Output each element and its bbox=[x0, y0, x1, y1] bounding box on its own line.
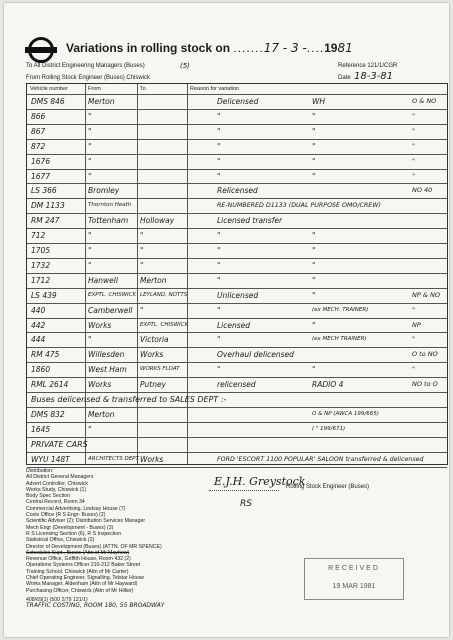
to-cell: " bbox=[140, 305, 144, 315]
reason-extra-cell: " bbox=[312, 171, 316, 181]
vehicle-number-cell: 712 bbox=[31, 231, 46, 241]
reason-extra-cell: " bbox=[312, 290, 316, 300]
distribution-line: Commercial Advertising, Lindsay House (7) bbox=[26, 505, 126, 512]
document-page bbox=[4, 3, 449, 637]
vehicle-number-cell: WYU 148T bbox=[31, 454, 70, 464]
signature-line bbox=[209, 490, 279, 491]
reason-cell: Unlicensed bbox=[217, 290, 259, 300]
from-cell: Willesden bbox=[88, 350, 125, 360]
reason-cell: " bbox=[217, 260, 221, 270]
reason-cell: " bbox=[217, 335, 221, 345]
status-code-cell: " bbox=[412, 365, 415, 374]
to-cell: EXPTL. CHISWICK bbox=[140, 321, 189, 328]
to-cell: " bbox=[140, 231, 144, 241]
status-code-cell: " bbox=[412, 111, 415, 120]
from-cell: Camberwell bbox=[88, 305, 133, 315]
distribution-line: Revenue Office, Griffith House, Room 432 (2) bbox=[26, 556, 131, 563]
signature-initials: RS bbox=[240, 499, 252, 509]
status-code-cell: " bbox=[412, 126, 415, 135]
reason-cell: " bbox=[217, 275, 221, 285]
received-stamp bbox=[304, 558, 404, 600]
table-row-divider bbox=[27, 183, 447, 184]
reason-extra-cell: " bbox=[312, 141, 316, 151]
date-value: 18-3-81 bbox=[354, 71, 394, 82]
vehicle-number-cell: DMS 846 bbox=[31, 97, 65, 106]
distribution-line: Central Record, Room 34 bbox=[26, 499, 85, 506]
reason-extra-cell: " bbox=[312, 275, 316, 285]
table-row-divider bbox=[27, 288, 447, 289]
to-cell: Works bbox=[140, 454, 164, 464]
vehicle-number-cell: 1712 bbox=[31, 275, 51, 285]
reason-cell: Overhaul delicensed bbox=[217, 350, 294, 360]
table-row-divider bbox=[27, 273, 447, 274]
reason-cell: Licensed bbox=[217, 320, 251, 330]
vehicle-number-cell: 440 bbox=[31, 305, 46, 315]
distribution-line: Chief Operating Engineer, Signalling, Telstar House bbox=[26, 575, 145, 582]
vehicle-number-cell: 1677 bbox=[31, 171, 51, 181]
table-row-divider bbox=[27, 452, 447, 453]
reason-cell: RE-NUMBERED D1133 (DUAL PURPOSE OMO/CREW) bbox=[217, 202, 381, 210]
status-code-cell: O & NO bbox=[412, 97, 437, 105]
vehicle-number-cell: 442 bbox=[31, 320, 46, 330]
vehicle-number-cell: 1732 bbox=[31, 260, 51, 270]
vehicle-number-cell: 444 bbox=[31, 335, 46, 345]
status-code-cell: " bbox=[412, 171, 415, 180]
stamp-label: RECEIVED bbox=[328, 565, 380, 572]
reason-extra-cell: " bbox=[312, 365, 316, 375]
from-cell: " bbox=[88, 246, 92, 255]
reason-cell: " bbox=[217, 126, 221, 136]
reason-extra-cell: (ex MECH. TRAINER) bbox=[312, 306, 369, 313]
vehicle-number-cell: 872 bbox=[31, 141, 46, 151]
reason-extra-cell: WH bbox=[312, 97, 326, 106]
reason-cell: FORD 'ESCORT 1100 POPULAR' SALOON transferred & delicensed bbox=[217, 455, 424, 463]
distribution-line: Works Study, Chiswick (1) bbox=[26, 486, 87, 493]
status-code-cell: " bbox=[412, 305, 415, 314]
reason-extra-cell: ( " 199/671) bbox=[312, 425, 346, 432]
from-cell: West Ham bbox=[88, 365, 127, 375]
signature-title: Rolling Stock Engineer (Buses) bbox=[286, 484, 370, 490]
table-row-divider bbox=[27, 437, 447, 438]
distribution-line: Mech Engr (Development - Buses) (3) bbox=[26, 524, 114, 531]
table-header-divider bbox=[27, 94, 447, 95]
table-row-divider bbox=[27, 198, 447, 199]
status-code-cell: O to NO bbox=[412, 350, 438, 359]
reason-cell: Licensed transfer bbox=[217, 216, 283, 226]
reason-cell: " bbox=[217, 111, 221, 121]
to-cell: WORKS FLOAT bbox=[140, 366, 180, 373]
distribution-list bbox=[26, 468, 164, 610]
table-row-divider bbox=[27, 213, 447, 214]
distribution-line: Purchasing Officer, Chiswick (Attn of Mr Hillier) bbox=[26, 587, 134, 594]
from-cell: " bbox=[88, 260, 92, 270]
from-cell: Merton bbox=[88, 97, 115, 106]
distribution-line: Body Spec Section bbox=[26, 493, 70, 500]
table-header-to: To bbox=[140, 86, 146, 92]
reason-extra-cell: " bbox=[312, 156, 316, 166]
reference-line: Reference 121/1/CGR bbox=[338, 63, 398, 69]
distribution-line: Advert Controller, Chiswick bbox=[26, 480, 88, 487]
london-transport-roundel-logo bbox=[28, 37, 54, 63]
from-cell: " bbox=[88, 111, 92, 121]
from-cell: EXPTL. CHISWICK bbox=[88, 291, 137, 298]
vehicle-number-cell: 866 bbox=[31, 111, 46, 121]
table-row-divider bbox=[27, 377, 447, 378]
stamp-date: 19 MAR 1981 bbox=[332, 583, 376, 590]
from-cell: " bbox=[88, 156, 92, 166]
status-code-cell: " bbox=[412, 141, 415, 150]
title-year-handwritten: 81 bbox=[337, 41, 353, 55]
from-cell: Works bbox=[88, 320, 112, 330]
table-row-divider bbox=[27, 422, 447, 423]
distribution-line: Director of Development (Buses) (ATTN. OF MR SPENCE) bbox=[26, 543, 162, 550]
distribution-line: Works Manager, Aldenham (Attn of Mr Hayward) bbox=[26, 581, 138, 588]
reason-cell: relicensed bbox=[217, 380, 256, 390]
reason-cell: Relicensed bbox=[217, 186, 258, 196]
to-cell: Holloway bbox=[140, 216, 175, 226]
to-line: To All District Engineering Managers (Buses) bbox=[26, 63, 145, 69]
distribution-line: All District General Managers bbox=[26, 474, 94, 481]
from-cell: " bbox=[88, 335, 92, 345]
from-cell: Bromley bbox=[88, 186, 120, 196]
document-title: Variations in rolling stock on .......17 - 3 -....1981 bbox=[66, 41, 353, 55]
handwritten-footer-note: TRAFFIC COSTING, ROOM 180, 55 BROADWAY bbox=[26, 602, 165, 610]
table-row-divider bbox=[27, 124, 447, 125]
table-row-divider bbox=[27, 258, 447, 259]
reason-extra-cell: O & NP (AWCA 199/665) bbox=[312, 410, 379, 417]
from-cell: " bbox=[88, 126, 92, 136]
from-cell: Tottenham bbox=[88, 216, 129, 226]
from-cell: Works bbox=[88, 380, 112, 390]
reason-extra-cell: " bbox=[312, 320, 316, 330]
vehicle-number-cell: 1705 bbox=[31, 246, 51, 255]
vehicle-number-cell: LS 366 bbox=[31, 186, 57, 196]
table-row-divider bbox=[27, 318, 447, 319]
from-cell: " bbox=[88, 424, 92, 434]
reason-cell: " bbox=[217, 141, 221, 151]
vehicle-number-cell: DM 1133 bbox=[31, 201, 65, 211]
vehicle-number-cell: RML 2614 bbox=[31, 380, 69, 390]
to-cell: Works bbox=[140, 350, 164, 360]
reason-cell: " bbox=[217, 365, 221, 375]
variations-table bbox=[26, 83, 448, 465]
table-row-divider bbox=[27, 303, 447, 304]
from-cell: Hanwell bbox=[88, 275, 118, 285]
status-code-cell: NO 40 bbox=[412, 186, 433, 195]
reason-cell: " bbox=[217, 156, 221, 166]
reason-cell: Delicensed bbox=[217, 97, 259, 106]
vehicle-number-cell: 1676 bbox=[31, 156, 51, 166]
to-number: (5) bbox=[180, 62, 190, 70]
table-row-divider bbox=[27, 392, 447, 393]
form-number: 408/69(1) (500 2/79 121/1) bbox=[26, 596, 88, 603]
reason-cell: " bbox=[217, 305, 221, 315]
vehicle-number-cell: 1860 bbox=[31, 365, 51, 375]
from-cell: Merton bbox=[88, 409, 115, 419]
table-row-divider bbox=[27, 109, 447, 110]
table-header-from: From bbox=[88, 86, 101, 92]
vehicle-number-cell: PRIVATE CARS bbox=[31, 439, 88, 449]
table-row-divider bbox=[27, 347, 447, 348]
table-row-divider bbox=[27, 169, 447, 170]
reason-extra-cell: " bbox=[312, 126, 316, 136]
table-row-divider bbox=[27, 407, 447, 408]
to-cell: Putney bbox=[140, 380, 167, 390]
vehicle-number-cell: DMS 832 bbox=[31, 409, 65, 419]
status-code-cell: NP bbox=[412, 320, 421, 329]
reason-extra-cell: RADIO 4 bbox=[312, 380, 344, 390]
distribution-line: Operations Systems Officer 210-212 Baker Street bbox=[26, 562, 141, 569]
from-cell: ARCHITECTS DEPT. bbox=[88, 455, 140, 462]
reason-cell: " bbox=[217, 231, 221, 241]
vehicle-number-cell: RM 247 bbox=[31, 216, 60, 226]
status-code-cell: NP & NO bbox=[412, 290, 440, 299]
from-cell: " bbox=[88, 141, 92, 151]
table-header-vehicle: Vehicle number bbox=[30, 86, 68, 92]
vehicle-number-cell: RM 475 bbox=[31, 350, 60, 360]
status-code-cell: NO to O bbox=[412, 380, 438, 389]
to-cell: Merton bbox=[140, 275, 167, 285]
reason-extra-cell: " bbox=[312, 111, 316, 121]
reason-extra-cell: " bbox=[312, 246, 316, 255]
vehicle-number-cell: 1645 bbox=[31, 424, 51, 434]
signature: E.J.H. Greystock bbox=[214, 475, 306, 488]
to-cell: " bbox=[140, 246, 144, 255]
distribution-line: Schedules Supt., Buses (Attn of Mr Mayhew) bbox=[26, 549, 130, 556]
table-row-divider bbox=[27, 332, 447, 333]
distribution-line: Scientific Adviser (2); Distribution Services Manager bbox=[26, 518, 146, 525]
from-cell: " bbox=[88, 231, 92, 241]
to-cell: Victoria bbox=[140, 335, 169, 345]
date-label: Date bbox=[338, 75, 351, 81]
table-row-divider bbox=[27, 154, 447, 155]
reason-cell: " bbox=[217, 246, 221, 255]
distribution-heading: Distribution: bbox=[26, 468, 54, 474]
status-code-cell: " bbox=[412, 335, 415, 344]
title-date-handwritten: 17 - 3 - bbox=[263, 41, 307, 55]
table-row-divider bbox=[27, 139, 447, 140]
from-line: From Rolling Stock Engineer (Buses) Chiswick bbox=[26, 75, 151, 81]
distribution-line: R S Licensing Section (6), R S Inspection bbox=[26, 530, 122, 537]
to-cell: " bbox=[140, 260, 144, 270]
table-row-divider bbox=[27, 362, 447, 363]
distribution-line: Training School, Chiswick (Attn of Mr Carter) bbox=[26, 568, 129, 575]
reason-cell: " bbox=[217, 171, 221, 181]
status-code-cell: " bbox=[412, 156, 415, 165]
distribution-line: Costs Office (R S Engr- Buses) (2) bbox=[26, 512, 106, 519]
reason-extra-cell: " bbox=[312, 260, 316, 270]
to-cell: LEYLAND, NOTTS bbox=[140, 291, 188, 298]
table-row-divider bbox=[27, 228, 447, 229]
vehicle-number-cell: LS 439 bbox=[31, 290, 57, 300]
reason-extra-cell: (ex MECH TRAINER) bbox=[312, 336, 367, 343]
vehicle-number-cell: Buses delicensed & transferred to SALES DEPT :- bbox=[31, 395, 227, 404]
table-header-reason: Reason for variation bbox=[190, 86, 240, 92]
vehicle-number-cell: 867 bbox=[31, 126, 46, 136]
from-cell: " bbox=[88, 171, 92, 181]
table-row-divider bbox=[27, 243, 447, 244]
reason-extra-cell: " bbox=[312, 231, 316, 241]
from-cell: Thornton Heath bbox=[88, 202, 132, 209]
distribution-line: Statistical Office, Chiswick (2) bbox=[26, 537, 95, 544]
